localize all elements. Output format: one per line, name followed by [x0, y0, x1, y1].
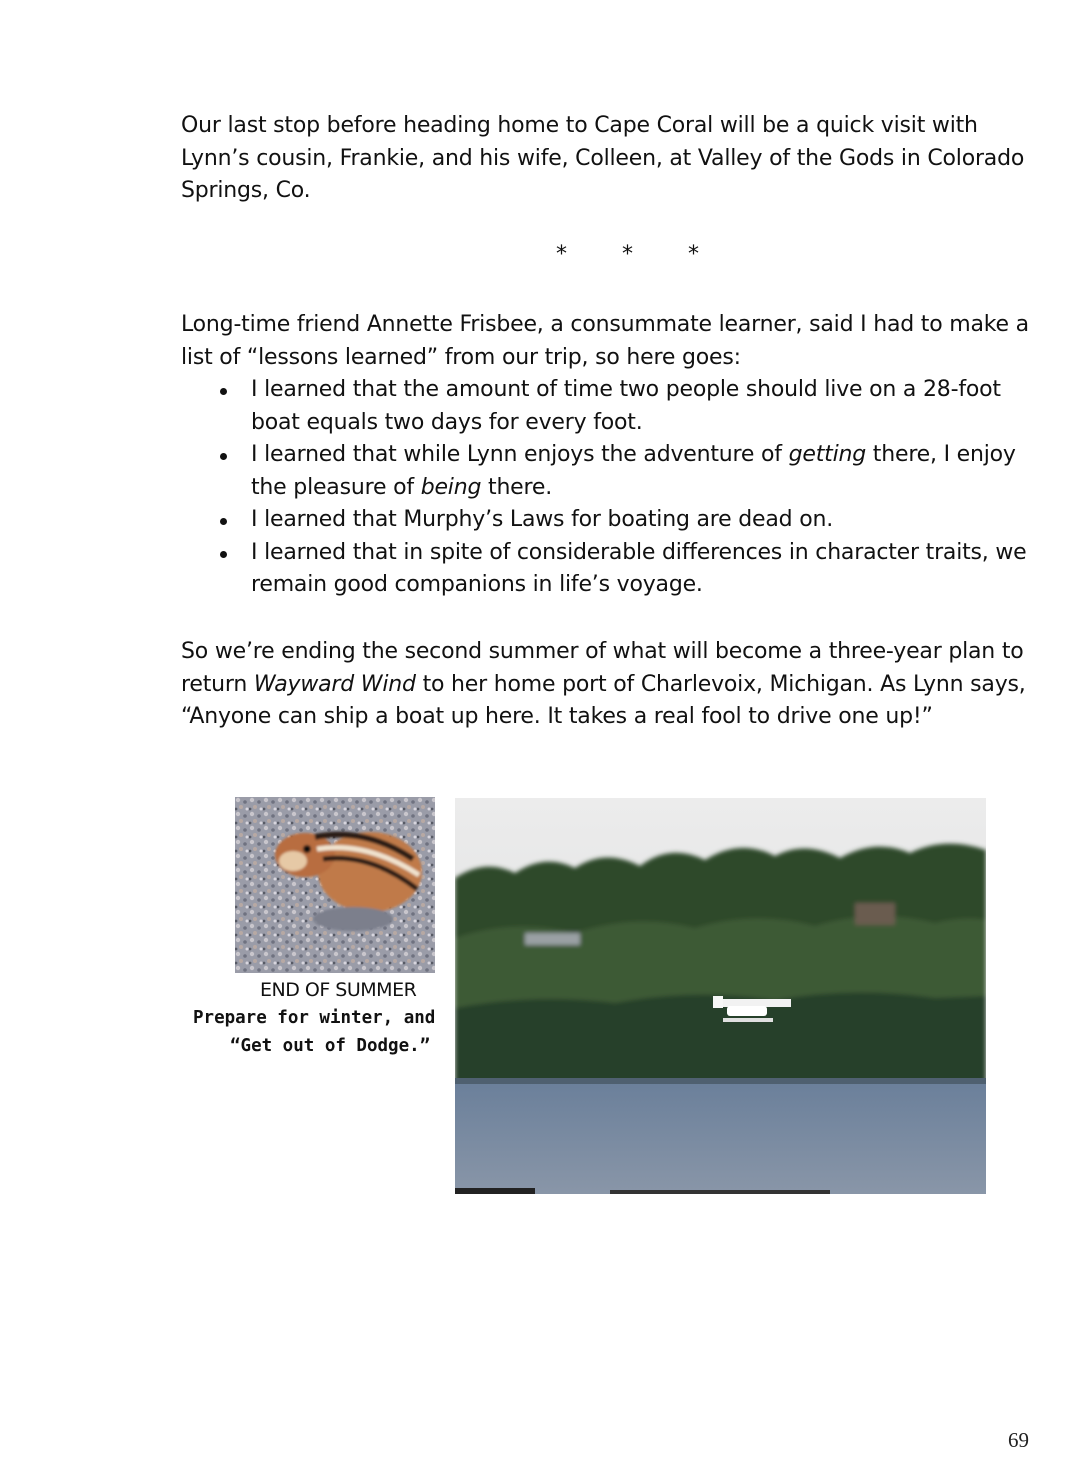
- list-item: [181, 374, 1041, 439]
- lesson-text: I learned that the amount of time two people should live on a 28-foot boat equals two days for every foot.: [251, 377, 1001, 435]
- chipmunk-photo: [235, 797, 435, 973]
- caption-line-2: “Get out of Dodge.”: [230, 1036, 431, 1056]
- paragraph-lessons: [181, 309, 1041, 602]
- bullet-icon: [220, 388, 227, 395]
- section-divider: * * *: [556, 242, 723, 267]
- ending-text-part: to her home port of Charlevoix, Michigan. As Lynn says, “Anyone can ship a boat up here. It takes a real fool to drive one up!”: [181, 671, 1026, 729]
- lesson-text: I learned that Murphy’s Laws for boating are dead on.: [251, 507, 834, 532]
- caption-line-1: Prepare for winter, and: [193, 1008, 436, 1028]
- paragraph-ending: [181, 636, 1041, 734]
- bullet-icon: [220, 551, 227, 558]
- lake-seaplane-photo: [455, 798, 986, 1194]
- lessons-list: [181, 374, 1041, 602]
- lesson-emphasis: getting: [788, 442, 867, 467]
- chipmunk-image: [235, 797, 435, 973]
- ending-text-part: So we’re ending the second summer of what will become a three-year plan to return: [181, 639, 1024, 697]
- paragraph-ending-text: [181, 636, 1041, 734]
- list-item: [181, 439, 1041, 504]
- page-number: 69: [1008, 1428, 1029, 1452]
- bullet-icon: [220, 518, 227, 525]
- lesson-text-part: I learned that while Lynn enjoys the adventure of: [251, 442, 789, 467]
- list-item: [181, 504, 1041, 537]
- paragraph-visit: [181, 110, 1041, 208]
- bullet-icon: [220, 453, 227, 460]
- lesson-text: I learned that in spite of considerable differences in character traits, we remain good companions in life’s voyage.: [251, 539, 1027, 597]
- lesson-emphasis: being: [420, 474, 482, 500]
- boat-name: Wayward Wind: [253, 671, 416, 697]
- lake-image: [455, 798, 986, 1194]
- list-item: [181, 537, 1041, 602]
- caption-title: END OF SUMMER: [260, 979, 417, 1001]
- lessons-intro: Long-time friend Annette Frisbee, a consummate learner, said I had to make a list of “lessons learned” from our trip, so here goes:: [181, 312, 1029, 370]
- lesson-text-part: there.: [481, 474, 553, 500]
- paragraph-visit-text: Our last stop before heading home to Cape Coral will be a quick visit with Lynn’s cousin, Frankie, and his wife, Colleen, at Valley of the Gods in Colorado Springs, Co.: [181, 113, 1025, 203]
- lesson-text-part: there, I enjoy the pleasure of: [251, 442, 1016, 500]
